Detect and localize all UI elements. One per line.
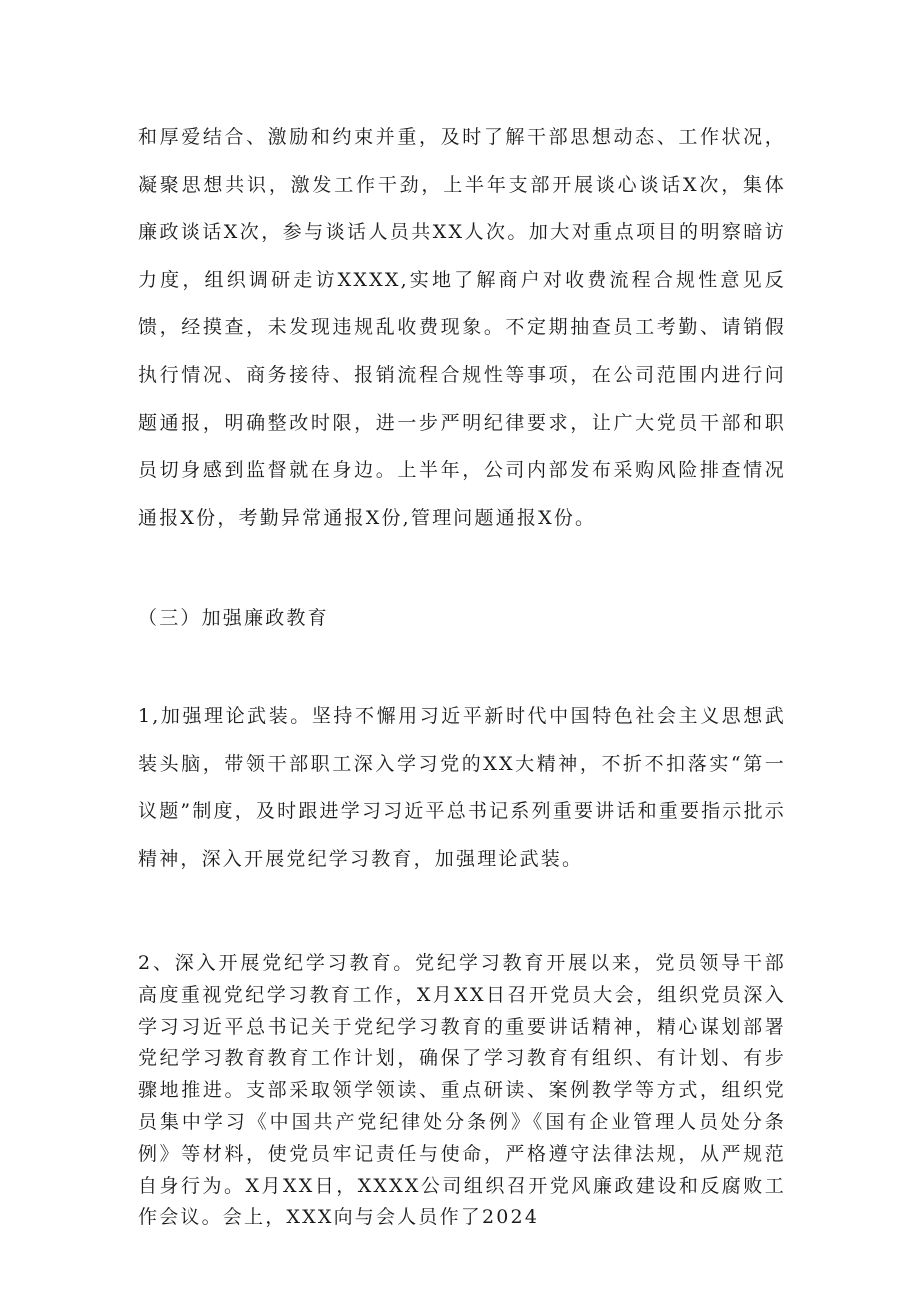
paragraph-theory-study: 1,加强理论武装。坚持不懈用习近平新时代中国特色社会主义思想武装头脑，带领干部职工深入学习党的XX大精神，不折不扣落实“第一议题”制度，及时跟进学习习近平总书记系列重要讲话和重要指示批示精神，深入开展党纪学习教育，加强理论武装。: [138, 705, 786, 870]
paragraph-discipline-education: 2、深入开展党纪学习教育。党纪学习教育开展以来，党员领导干部高度重视党纪学习教育工作，X月XX日召开党员大会，组织党员深入学习习近平总书记关于党纪学习教育的重要讲话精神，精心谋划部署党纪学习教育教育工作计划，确保了学习教育有组织、有计划、有步骤地推进。支部采取领学领读、重点研读、案例教学等方式，组织党员集中学习《中国共产党纪律处分条例》《国有企业管理人员处分条例》等材料，使党员牢记责任与使命，严格遵守法律法规，从严规范自身行为。X月XX日，XXXX公司组织召开党风廉政建设和反腐败工作会议。会上，XXX向与会人员作了2024: [138, 952, 786, 1229]
paragraph-supervision: 和厚爱结合、激励和约束并重，及时了解干部思想动态、工作状况，凝聚思想共识，激发工作干劲，上半年支部开展谈心谈话X次，集体廉政谈话X次，参与谈话人员共XX人次。加大对重点项目的明察暗访力度，组织调研走访XXXX,实地了解商户对收费流程合规性意见反馈，经摸查，未发现违规乱收费现象。不定期抽查员工考勤、请销假执行情况、商务接待、报销流程合规性等事项，在公司范围内进行问题通报，明确整改时限，进一步严明纪律要求，让广大党员干部和职员切身感到监督就在身边。上半年，公司内部发布采购风险排查情况通报X份，考勤异常通报X份,管理问题通报X份。: [138, 126, 786, 529]
section-heading: （三）加强廉政教育: [138, 607, 329, 629]
